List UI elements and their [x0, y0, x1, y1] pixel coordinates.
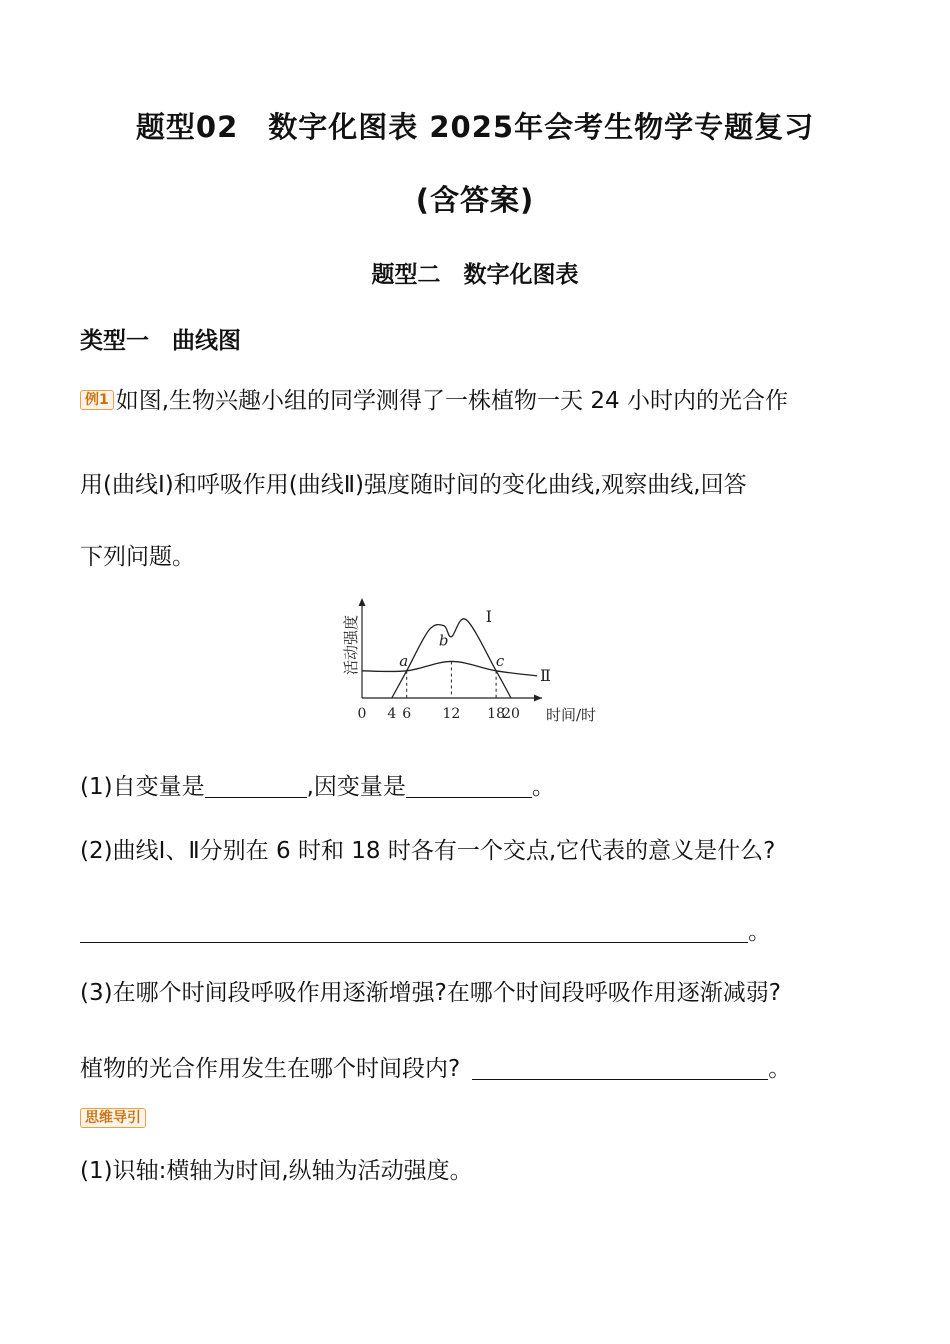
question-2-answer-line: [80, 913, 771, 946]
question-1-text-b: ,因变量是: [306, 774, 406, 800]
chart-plot-area: [358, 598, 551, 722]
guide-badge: 思维导引: [80, 1108, 146, 1128]
activity-curve-chart: [330, 590, 630, 730]
question-2-end: 。: [748, 919, 771, 945]
x-tick-label: 0: [357, 706, 367, 722]
question-3-line-1: (3)在哪个时间段呼吸作用逐渐增强?在哪个时间段呼吸作用逐渐减弱?: [80, 980, 781, 1006]
y-axis-arrow-icon: [359, 598, 366, 606]
question-2: (2)曲线Ⅰ、Ⅱ分别在 6 时和 18 时各有一个交点,它代表的意义是什么?: [80, 838, 776, 864]
y-axis-label: 活动强度: [342, 614, 360, 675]
paragraph-text-1: 如图,生物兴趣小组的同学测得了一株植物一天 24 小时内的光合作: [115, 388, 788, 414]
document-title-line1: 题型02 数字化图表 2025年会考生物学专题复习: [135, 110, 815, 144]
answer-blank-2[interactable]: [406, 773, 532, 798]
question-3-text: 植物的光合作用发生在哪个时间段内?: [80, 1056, 461, 1082]
document-title-line2: (含答案): [415, 183, 535, 217]
question-1-end: 。: [531, 774, 555, 800]
paragraph-line-2: 用(曲线Ⅰ)和呼吸作用(曲线Ⅱ)强度随时间的变化曲线,观察曲线,回答: [80, 472, 747, 498]
question-1: [80, 768, 555, 801]
x-tick-label: 18: [487, 706, 506, 722]
x-tick-label: 20: [502, 706, 520, 722]
answer-blank-1[interactable]: [205, 773, 307, 798]
question-3-line-2: [80, 1050, 791, 1083]
x-tick-label: 4: [387, 706, 397, 722]
point-label-b: b: [438, 631, 449, 650]
question-3-end: 。: [768, 1056, 792, 1082]
point-label-a: a: [399, 651, 409, 670]
x-axis-label: 时间/时: [546, 706, 597, 724]
paragraph-line-3: 下列问题。: [80, 544, 195, 570]
section-heading: 类型一 曲线图: [80, 328, 241, 354]
series-label-II: Ⅱ: [540, 665, 551, 685]
answer-blank-3[interactable]: [80, 918, 748, 943]
curve-II-respiration: [362, 661, 537, 675]
guide-badge-row: [80, 1102, 148, 1128]
subtitle: 题型二 数字化图表: [371, 262, 579, 288]
example-badge: 例1: [80, 390, 114, 410]
question-1-text-a: (1)自变量是: [80, 774, 205, 800]
x-axis-arrow-icon: [534, 695, 542, 702]
answer-blank-4[interactable]: [472, 1055, 768, 1080]
x-tick-label: 6: [402, 706, 412, 722]
point-label-c: c: [495, 651, 505, 670]
guide-line-1: (1)识轴:横轴为时间,纵轴为活动强度。: [80, 1158, 473, 1184]
series-label-I: Ⅰ: [485, 606, 492, 626]
x-tick-label: 12: [442, 706, 461, 722]
paragraph-line-1: [80, 382, 788, 415]
